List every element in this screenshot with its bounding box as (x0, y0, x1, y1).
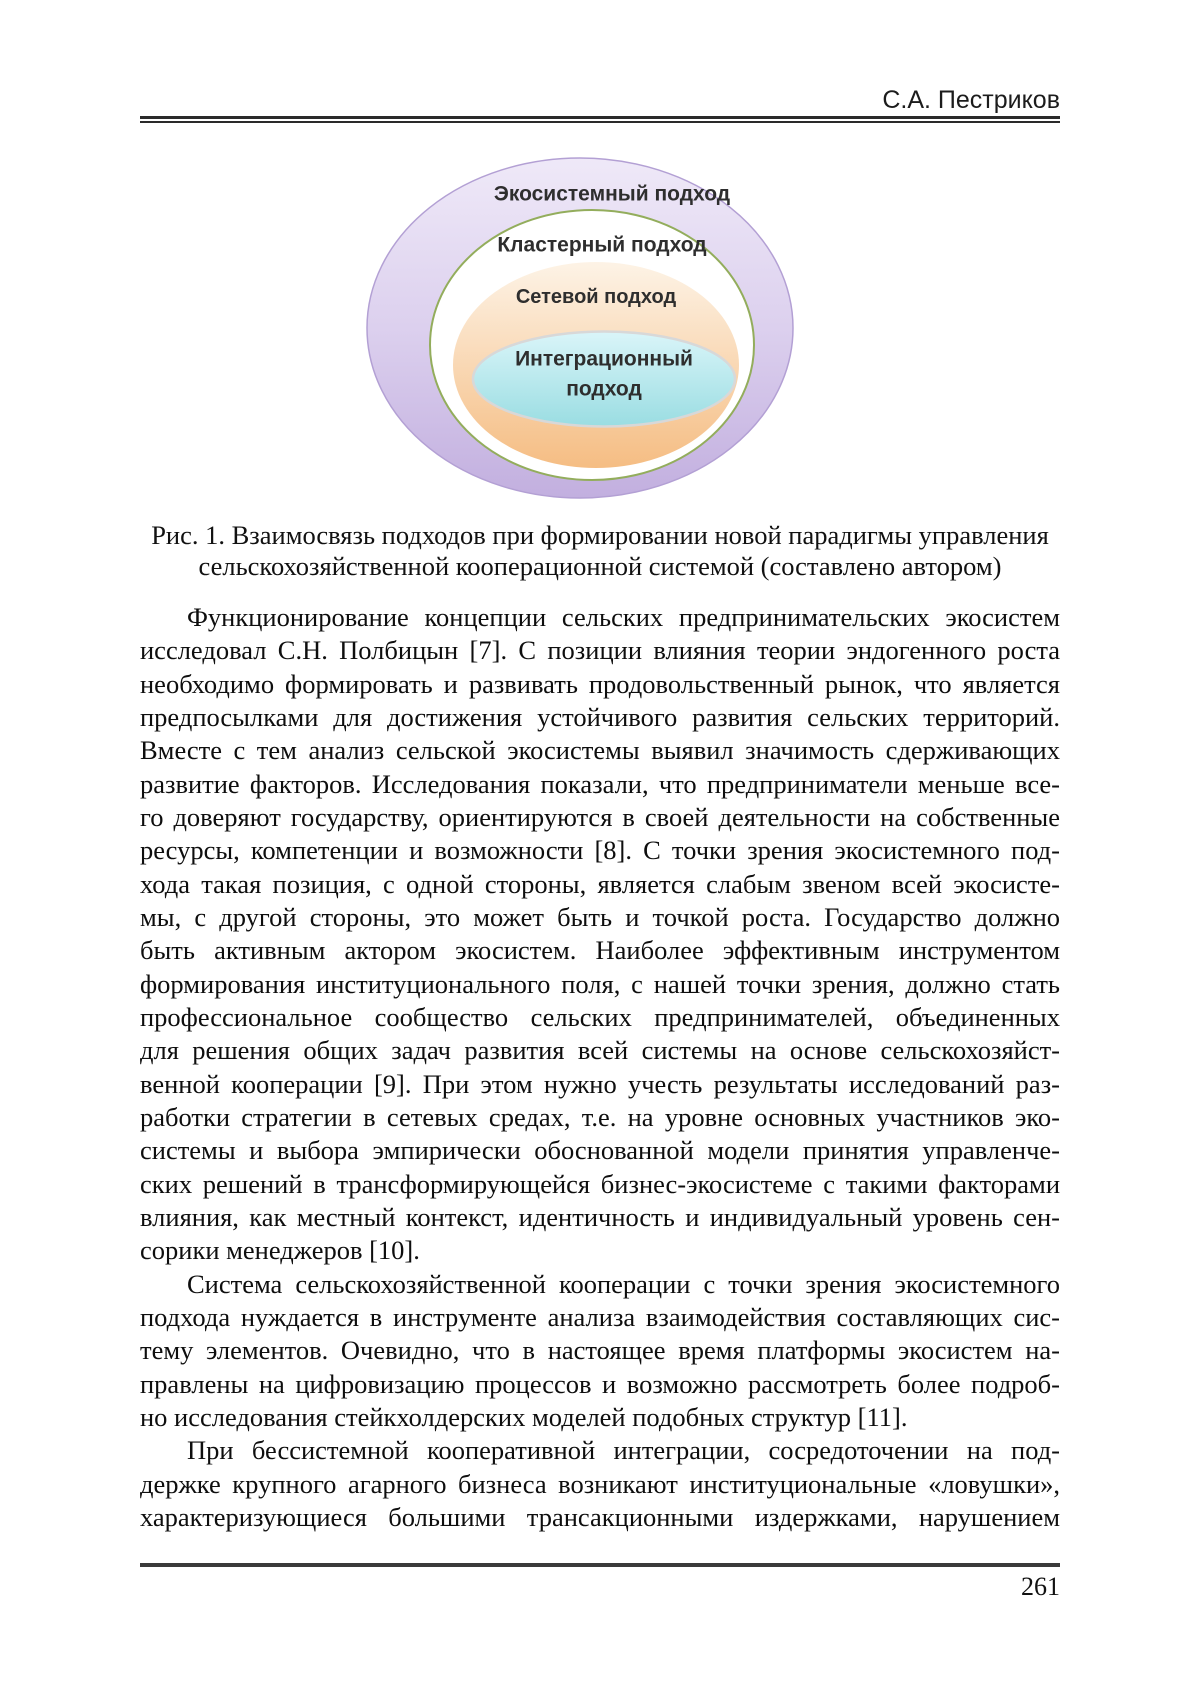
footer-rule (140, 1563, 1060, 1567)
body-line: для решения общих задач развития всей системы на основе сельскохозяйст- (140, 1035, 1060, 1066)
body-line: подхода нуждается в инструменте анализа взаимодействия составляющих сис- (140, 1301, 1060, 1332)
body-line: но исследования стейкхолдерских моделей подобных структур [11]. (140, 1401, 908, 1432)
body-line: характеризующиеся большими трансакционными издержками, нарушением (140, 1501, 1060, 1532)
figure-caption-line2: сельскохозяйственной кооперационной системой (составлено автором) (198, 551, 1002, 581)
body-line: ских решений в трансформирующейся бизнес-экосистеме с такими факторами (140, 1168, 1060, 1199)
label-cluster-approach: Кластерный подход (497, 233, 707, 257)
label-integration-approach-line1: Интеграционный (515, 347, 693, 371)
body-line: влияния, как местный контекст, идентичность и индивидуальный уровень сен- (140, 1201, 1060, 1232)
body-line: системы и выбора эмпирически обоснованной модели принятия управленче- (140, 1135, 1060, 1166)
body-line: Система сельскохозяйственной кооперации с точки зрения экосистемного (187, 1268, 1060, 1299)
body-line: профессиональное сообщество сельских предпринимателей, объединенных (140, 1001, 1060, 1032)
page-number: 261 (1021, 1572, 1060, 1601)
figure-caption-line1: Рис. 1. Взаимосвязь подходов при формировании новой парадигмы управления (151, 520, 1049, 550)
body-line: необходимо формировать и развивать продовольственный рынок, что является (140, 668, 1060, 699)
figure-caption (140, 520, 1060, 582)
body-line: держке крупного агарного бизнеса возникают институциональные «ловушки», (140, 1468, 1060, 1499)
body-line: ресурсы, компетенции и возможности [8]. С точки зрения экосистемного под- (140, 835, 1060, 866)
body-line: Вместе с тем анализ сельской экосистемы выявил значимость сдерживающих (140, 735, 1060, 766)
running-head-author: С.А. Пестриков (882, 86, 1060, 114)
body-line: го доверяют государству, ориентируются в своей деятельности на собственные (140, 801, 1060, 832)
body-line: развитие факторов. Исследования показали, что предприниматели меньше все- (140, 768, 1060, 799)
figure-1 (360, 150, 796, 502)
body-line: мы, с другой стороны, это может быть и точкой роста. Государство должно (140, 901, 1060, 932)
venn-diagram (360, 150, 796, 502)
body-text (140, 601, 1060, 1534)
body-line: быть активным актором экосистем. Наиболее эффективным инструментом (140, 935, 1060, 966)
label-integration-approach-line2: подход (566, 377, 642, 401)
body-line: венной кооперации [9]. При этом нужно учесть результаты исследований раз- (140, 1068, 1060, 1099)
label-ecosystem-approach: Экосистемный подход (493, 182, 731, 206)
body-line: предпосылками для достижения устойчивого развития сельских территорий. (140, 701, 1060, 732)
body-line: При бессистемной кооперативной интеграции, сосредоточении на под- (187, 1435, 1060, 1466)
body-line: формирования институционального поля, с нашей точки зрения, должно стать (140, 968, 1060, 999)
body-line: работки стратегии в сетевых средах, т.е. на уровне основных участников эко- (140, 1101, 1060, 1132)
body-line: Функционирование концепции сельских предпринимательских экосистем (187, 602, 1060, 632)
body-line: хода такая позиция, с одной стороны, является слабым звеном всей экосисте- (140, 868, 1060, 899)
body-line: сорики менеджеров [10]. (140, 1235, 420, 1266)
body-line: исследовал С.Н. Полбицын [7]. С позиции влияния теории эндогенного роста (140, 635, 1060, 666)
header-double-rule (140, 116, 1060, 123)
body-line: правлены на цифровизацию процессов и возможно рассмотреть более подроб- (140, 1368, 1060, 1399)
label-network-approach: Сетевой подход (515, 286, 677, 308)
body-line: тему элементов. Очевидно, что в настоящее время платформы экосистем на- (140, 1335, 1060, 1366)
